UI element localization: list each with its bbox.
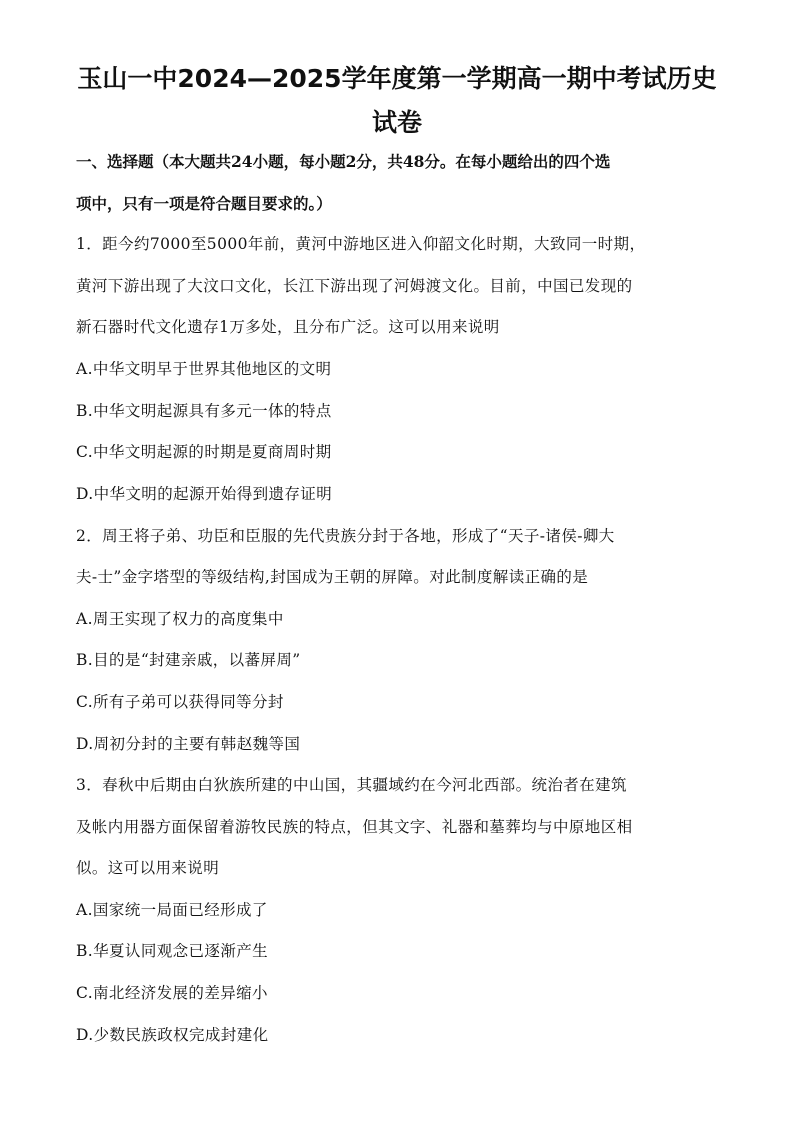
question-3-option-b: B.华夏认同观念已逐渐产生 bbox=[76, 942, 269, 960]
section-heading-line-1: 一、选择题（本大题共24小题，每小题2分，共48分。在每小题给出的四个选 bbox=[76, 152, 611, 171]
exam-title-line-2: 试卷 bbox=[371, 108, 422, 137]
question-3-option-a: A.国家统一局面已经形成了 bbox=[76, 901, 268, 919]
section-heading-line-2: 项中，只有一项是符合题目要求的。） bbox=[76, 194, 332, 213]
question-2-line-1: 2．周王将子弟、功臣和臣服的先代贵族分封于各地，形成了“天子-诸侯-卿大 bbox=[76, 527, 615, 545]
question-1-option-a: A.中华文明早于世界其他地区的文明 bbox=[76, 360, 332, 378]
question-2-option-b: B.目的是“封建亲戚，以蕃屏周” bbox=[76, 651, 301, 669]
question-1-option-d: D.中华文明的起源开始得到遗存证明 bbox=[76, 485, 333, 503]
question-3-line-3: 似。这可以用来说明 bbox=[76, 859, 220, 877]
question-2-line-2: 夫-士”金字塔型的等级结构,封国成为王朝的屏障。对此制度解读正确的是 bbox=[76, 568, 589, 586]
question-1-option-c: C.中华文明起源的时期是夏商周时期 bbox=[76, 443, 332, 461]
question-3-option-c: C.南北经济发展的差异缩小 bbox=[76, 984, 268, 1002]
question-2-option-c: C.所有子弟可以获得同等分封 bbox=[76, 693, 284, 711]
question-1-option-b: B.中华文明起源具有多元一体的特点 bbox=[76, 402, 332, 420]
question-1-line-2: 黄河下游出现了大汶口文化，长江下游出现了河姆渡文化。目前，中国已发现的 bbox=[76, 277, 633, 295]
exam-title-line-1: 玉山一中2024—2025学年度第一学期高一期中考试历史 bbox=[77, 64, 717, 93]
question-3-line-1: 3．春秋中后期由白狄族所建的中山国，其疆域约在今河北西部。统治者在建筑 bbox=[76, 776, 627, 794]
question-3-line-2: 及帐内用器方面保留着游牧民族的特点，但其文字、礼器和墓葬均与中原地区相 bbox=[76, 818, 633, 836]
question-2-option-d: D.周初分封的主要有韩赵魏等国 bbox=[76, 735, 301, 753]
question-3-option-d: D.少数民族政权完成封建化 bbox=[76, 1026, 269, 1044]
question-1-line-1: 1．距今约7000至5000年前，黄河中游地区进入仰韶文化时期，大致同一时期， bbox=[76, 235, 646, 253]
question-2-option-a: A.周王实现了权力的高度集中 bbox=[76, 610, 284, 628]
question-1-line-3: 新石器时代文化遗存1万多处，且分布广泛。这可以用来说明 bbox=[76, 318, 500, 336]
